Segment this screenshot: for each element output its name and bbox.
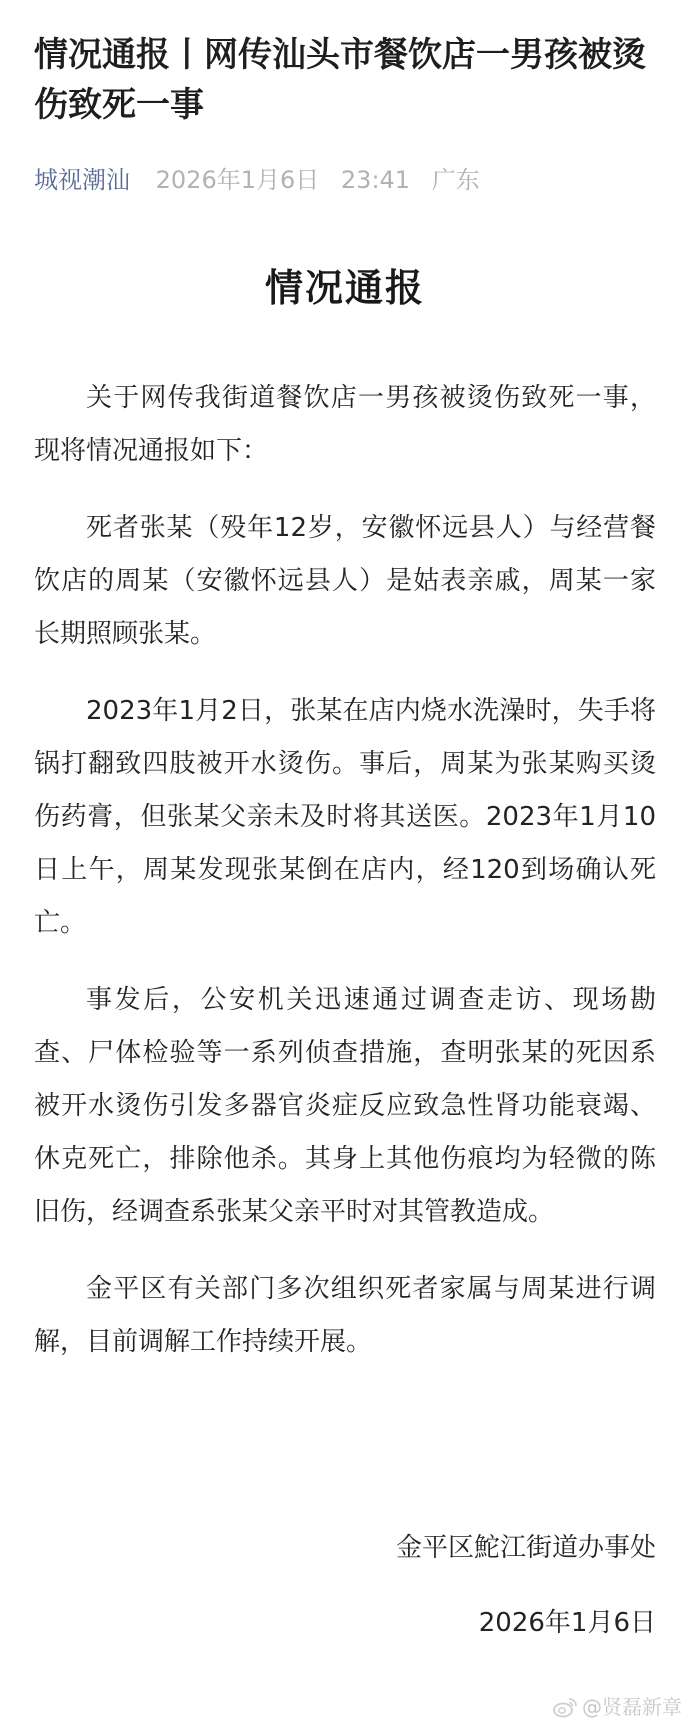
publish-date: 2026年1月6日 <box>155 166 320 194</box>
article-title: 情况通报丨网传汕头市餐饮店一男孩被烫伤致死一事 <box>34 35 646 125</box>
publish-location: 广东 <box>431 166 480 194</box>
weibo-icon <box>552 1696 578 1718</box>
weibo-watermark <box>552 1694 682 1720</box>
notice-paragraph: 金平区有关部门多次组织死者家属与周某进行调解，目前调解工作持续开展。 <box>34 1274 656 1357</box>
signature-date: 2026年1月6日 <box>478 1608 656 1638</box>
notice-paragraph: 事发后，公安机关迅速通过调查走访、现场勘查、尸体检验等一系列侦查措施，查明张某的死因系被开水烫伤引发多器官炎症反应致急性肾功能衰竭、休克死亡，排除他杀。其身上其他伤痕均为轻微的陈旧伤，经调查系张某父亲平时对其管教造成。 <box>34 985 656 1227</box>
watermark-text: @贤磊新章 <box>582 1695 682 1719</box>
publish-time: 23:41 <box>340 166 411 194</box>
notice-heading: 情况通报 <box>264 266 425 310</box>
signature-organization: 金平区鮀江街道办事处 <box>395 1533 656 1563</box>
notice-body <box>34 372 656 1393</box>
notice-signature <box>396 1522 656 1650</box>
notice-paragraph: 2023年1月2日，张某在店内烧水洗澡时，失手将锅打翻致四肢被开水烫伤。事后，周某为张某购买烫伤药膏，但张某父亲未及时将其送医。2023年1月10日上午，周某发现张某倒在店内，经120到场确认死亡。 <box>34 696 656 938</box>
notice-paragraph: 死者张某（殁年12岁，安徽怀远县人）与经营餐饮店的周某（安徽怀远县人）是姑表亲戚，周某一家长期照顾张某。 <box>34 513 656 649</box>
article-meta <box>34 163 494 197</box>
notice-paragraph: 关于网传我街道餐饮店一男孩被烫伤致死一事，现将情况通报如下： <box>34 383 656 466</box>
source-account-link[interactable]: 城视潮汕 <box>34 166 130 194</box>
